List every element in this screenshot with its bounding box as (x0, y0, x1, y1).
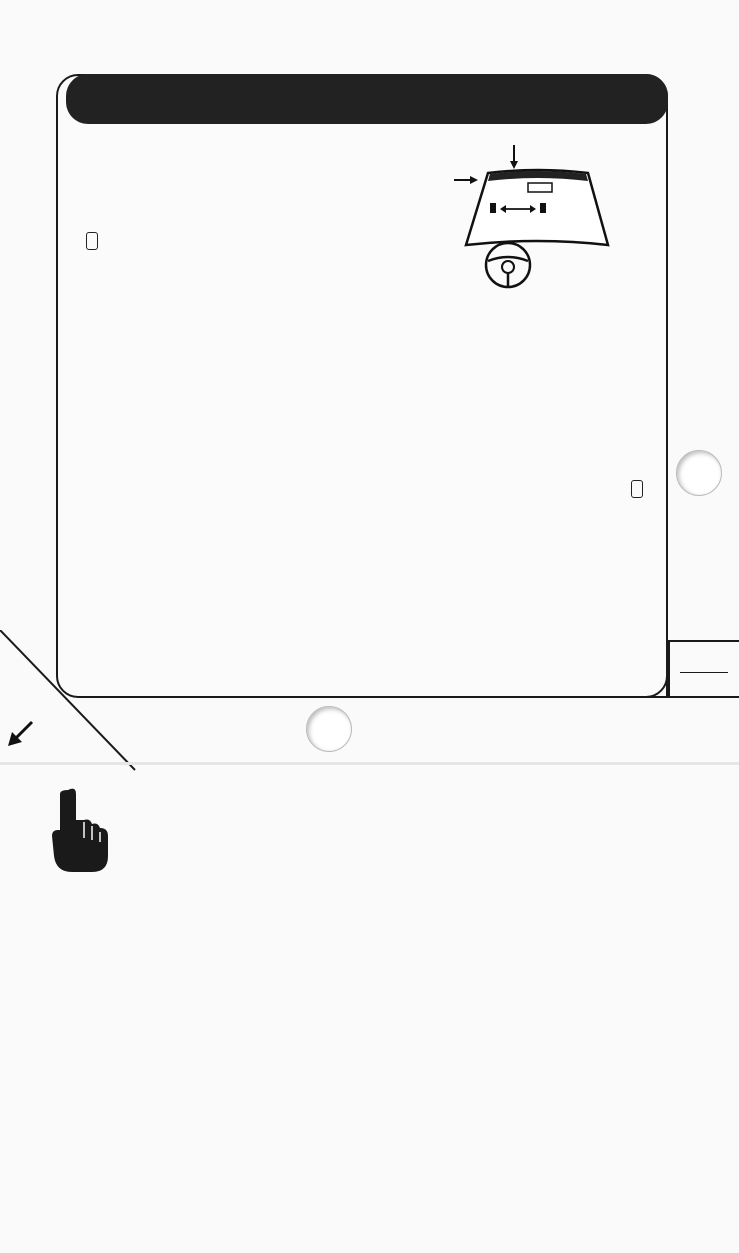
hand-pointer-icon (46, 786, 112, 876)
hole-icon-right (631, 480, 643, 498)
hole-icon-left (86, 232, 98, 250)
punched-hole-day (676, 450, 722, 496)
peel-corner-divider (0, 630, 140, 780)
punched-hole-month (306, 706, 352, 752)
perforation-edge (0, 762, 739, 765)
peel-arrow-icon (6, 718, 36, 748)
windscreen-diagram (448, 145, 628, 295)
month-box-2 (668, 640, 739, 698)
banner (66, 74, 668, 124)
